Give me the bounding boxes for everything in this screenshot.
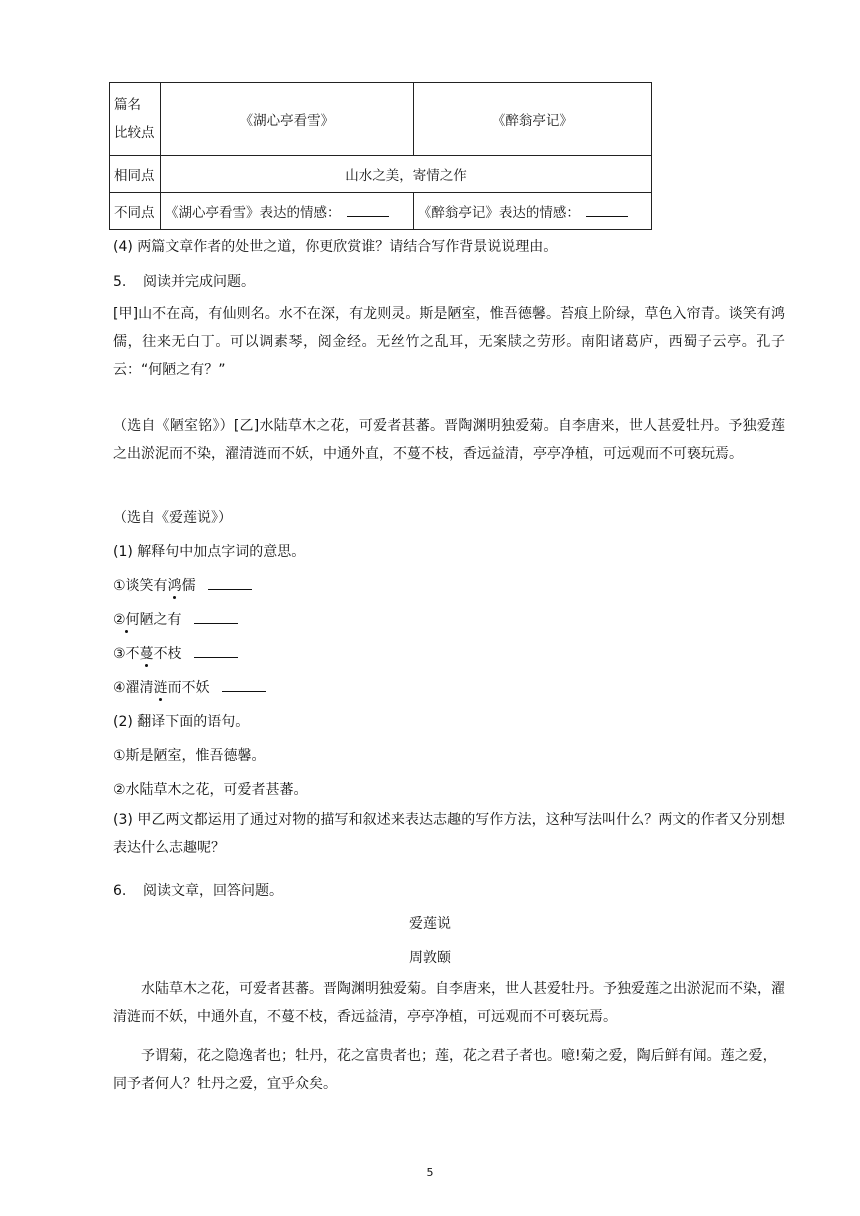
header-label-compare: 比较点 (114, 125, 155, 141)
page-number: 5 (426, 1166, 434, 1179)
question-number: 6. (113, 883, 127, 899)
question-6-heading (113, 880, 283, 900)
item-text: 而不妖 (167, 680, 210, 696)
table-row (110, 156, 652, 193)
sub-question-1: (1) 解释句中加点字词的意思。 (113, 544, 306, 560)
same-label: 相同点 (110, 156, 161, 193)
item-1d (113, 677, 266, 697)
table-header-cell (110, 83, 161, 156)
passage-jia: [甲]山不在高，有仙则名。水不在深，有龙则灵。斯是陋室，惟吾德馨。苔痕上阶绿，草色入帘青。谈笑有鸿儒，往来无白丁。可以调素琴，阅金经。无丝竹之乱耳，无案牍之劳形。南阳诸葛庐，西蜀子云亭。孔子云：“何陋之有？” (113, 306, 785, 378)
passage-yi: （选自《陋室铭》）[乙]水陆草木之花，可爱者甚蕃。晋陶渊明独爱菊。自李唐来，世人甚爱牡丹。予独爱莲之出淤泥而不染，濯清涟而不妖，中通外直，不蔓不枝，香远益清，亭亭净植，可远观而不可亵玩焉。 (113, 418, 785, 462)
item-text: 陋之有 (139, 612, 182, 628)
question-title: 阅读文章，回答问题。 (143, 883, 283, 899)
item-2b: ②水陆草木之花，可爱者甚蕃。 (113, 782, 308, 798)
column-title-2: 《醉翁亭记》 (413, 83, 651, 156)
item-2a: ①斯是陋室，惟吾德馨。 (113, 748, 266, 764)
question-5-heading (113, 271, 255, 291)
diff-text-1: 《湖心亭看雪》表达的情感： (165, 205, 341, 221)
item-text: ①谈笑有 (113, 578, 168, 594)
question-4: (4) 两篇文章作者的处世之道，你更欣赏谁？请结合写作背景说说理由。 (113, 239, 558, 255)
comparison-table (109, 82, 652, 230)
item-text: ④濯清 (113, 680, 154, 696)
answer-blank[interactable] (222, 677, 266, 692)
answer-blank[interactable] (586, 202, 628, 217)
answer-blank[interactable] (347, 202, 389, 217)
diff-text-2: 《醉翁亭记》表达的情感： (417, 205, 580, 221)
item-1b (113, 609, 238, 629)
question-number: 5. (113, 274, 127, 290)
item-text: 不枝 (153, 646, 182, 662)
header-label-title: 篇名 (114, 97, 141, 113)
dotted-char: 鸿 (167, 578, 182, 594)
item-1c (113, 643, 238, 663)
answer-blank[interactable] (194, 643, 238, 658)
item-text: ③不 (113, 646, 140, 662)
dotted-char: ②何 (113, 612, 140, 628)
diff-label: 不同点 (110, 193, 161, 230)
essay-paragraph-1: 水陆草木之花，可爱者甚蕃。晋陶渊明独爱菊。自李唐来，世人甚爱牡丹。予独爱莲之出淤泥而不染，濯清涟而不妖，中通外直，不蔓不枝，香远益清，亭亭净植，可远观而不可亵玩焉。 (113, 981, 785, 1025)
dotted-char: 涟 (153, 680, 168, 696)
source-yi: （选自《爱莲说》） (113, 510, 232, 526)
diff-cell-2 (413, 193, 651, 230)
sub-question-2: (2) 翻译下面的语句。 (113, 714, 250, 730)
answer-blank[interactable] (208, 575, 252, 590)
dotted-char: 蔓 (139, 646, 154, 662)
answer-blank[interactable] (194, 609, 238, 624)
table-row (110, 83, 652, 156)
essay-title: 爱莲说 (409, 916, 451, 932)
column-title-1: 《湖心亭看雪》 (161, 83, 414, 156)
item-text: 儒 (181, 578, 196, 594)
table-row (110, 193, 652, 230)
essay-author: 周敦颐 (409, 950, 451, 966)
diff-cell-1 (161, 193, 414, 230)
sub-question-3: (3) 甲乙两文都运用了通过对物的描写和叙述来表达志趣的写作方法，这种写法叫什么？两文的作者又分别想表达什么志趣呢？ (113, 812, 785, 856)
item-1a (113, 575, 252, 595)
essay-paragraph-2: 予谓菊，花之隐逸者也；牡丹，花之富贵者也；莲，花之君子者也。噫!菊之爱，陶后鲜有闻。莲之爱，同予者何人？牡丹之爱，宜乎众矣。 (113, 1048, 777, 1092)
same-value: 山水之美，寄情之作 (161, 156, 652, 193)
question-title: 阅读并完成问题。 (143, 274, 255, 290)
